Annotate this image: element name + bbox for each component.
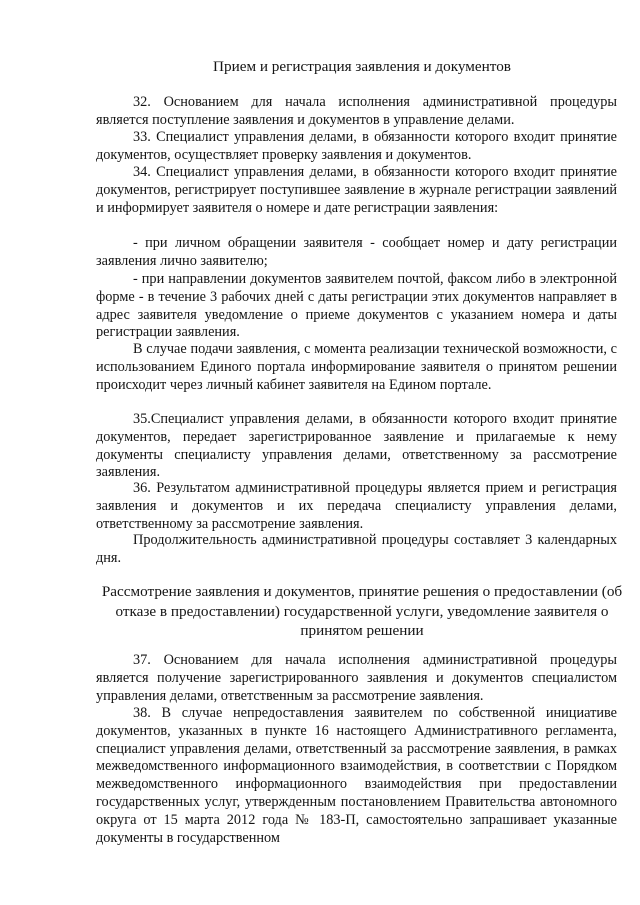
paragraph-34: 34. Специалист управления делами, в обязанности которого входит принятие документов, регистрирует поступившее заявление в журнале регистрации заявлений и информирует заявителя о номере и дате регистрации заявления:: [96, 164, 617, 216]
paragraph-37: 37. Основанием для начала исполнения административной процедуры является получение зарегистрированного заявления и документов специалистом управления делами, ответственным за рассмотрение заявления.: [96, 652, 617, 704]
paragraph-32: 32. Основанием для начала исполнения административной процедуры является поступление заявления и документов в управление делами.: [96, 94, 617, 128]
paragraph-34-personal: - при личном обращении заявителя - сообщает номер и дату регистрации заявления лично заявителю;: [96, 235, 617, 269]
paragraph-34-mail: - при направлении документов заявителем почтой, факсом либо в электронной форме - в течение 3 рабочих дней с даты регистрации этих документов направляет в адрес заявителя уведомление о приеме документов с указанием номера и даты регистрации заявления.: [96, 271, 617, 341]
paragraph-35: 35.Специалист управления делами, в обязанности которого входит принятие документов, передает зарегистрированное заявление и прилагаемые к нему документы специалисту управления делами, ответственному за рассмотрение заявления.: [96, 411, 617, 481]
paragraph-36: 36. Результатом административной процедуры является прием и регистрация заявления и документов и их передача специалисту управления делами, ответственному за рассмотрение заявления.: [96, 480, 617, 532]
paragraph-33: 33. Специалист управления делами, в обязанности которого входит принятие документов, осуществляет проверку заявления и документов.: [96, 129, 617, 163]
section-heading-review: Рассмотрение заявления и документов, принятие решения о предоставлении (об отказе в предоставлении) государственной услуги, уведомление заявителя о принятом решении: [101, 583, 623, 639]
section-heading-reception: Прием и регистрация заявления и документов: [213, 58, 511, 75]
paragraph-34-portal: В случае подачи заявления, с момента реализации технической возможности, с использованием Единого портала информирование заявителя о принятом решении происходит через личный кабинет заявителя на Едином портале.: [96, 341, 617, 393]
paragraph-36-duration: Продолжительность административной процедуры составляет 3 календарных дня.: [96, 532, 617, 566]
paragraph-38: 38. В случае непредоставления заявителем по собственной инициативе документов, указанных в пункте 16 настоящего Административного регламента, специалист управления делами, ответственный за рассмотрение заявления, в рамках межведомственного информационного взаимодействия, в соответствии с Порядком межведомственного информационного взаимодействия при предоставлении государственных услуг, утвержденным постановлением Правительства автономного округа от 15 марта 2012 года № 183-П, самостоятельно запрашивает указанные документы в государственном: [96, 705, 617, 846]
